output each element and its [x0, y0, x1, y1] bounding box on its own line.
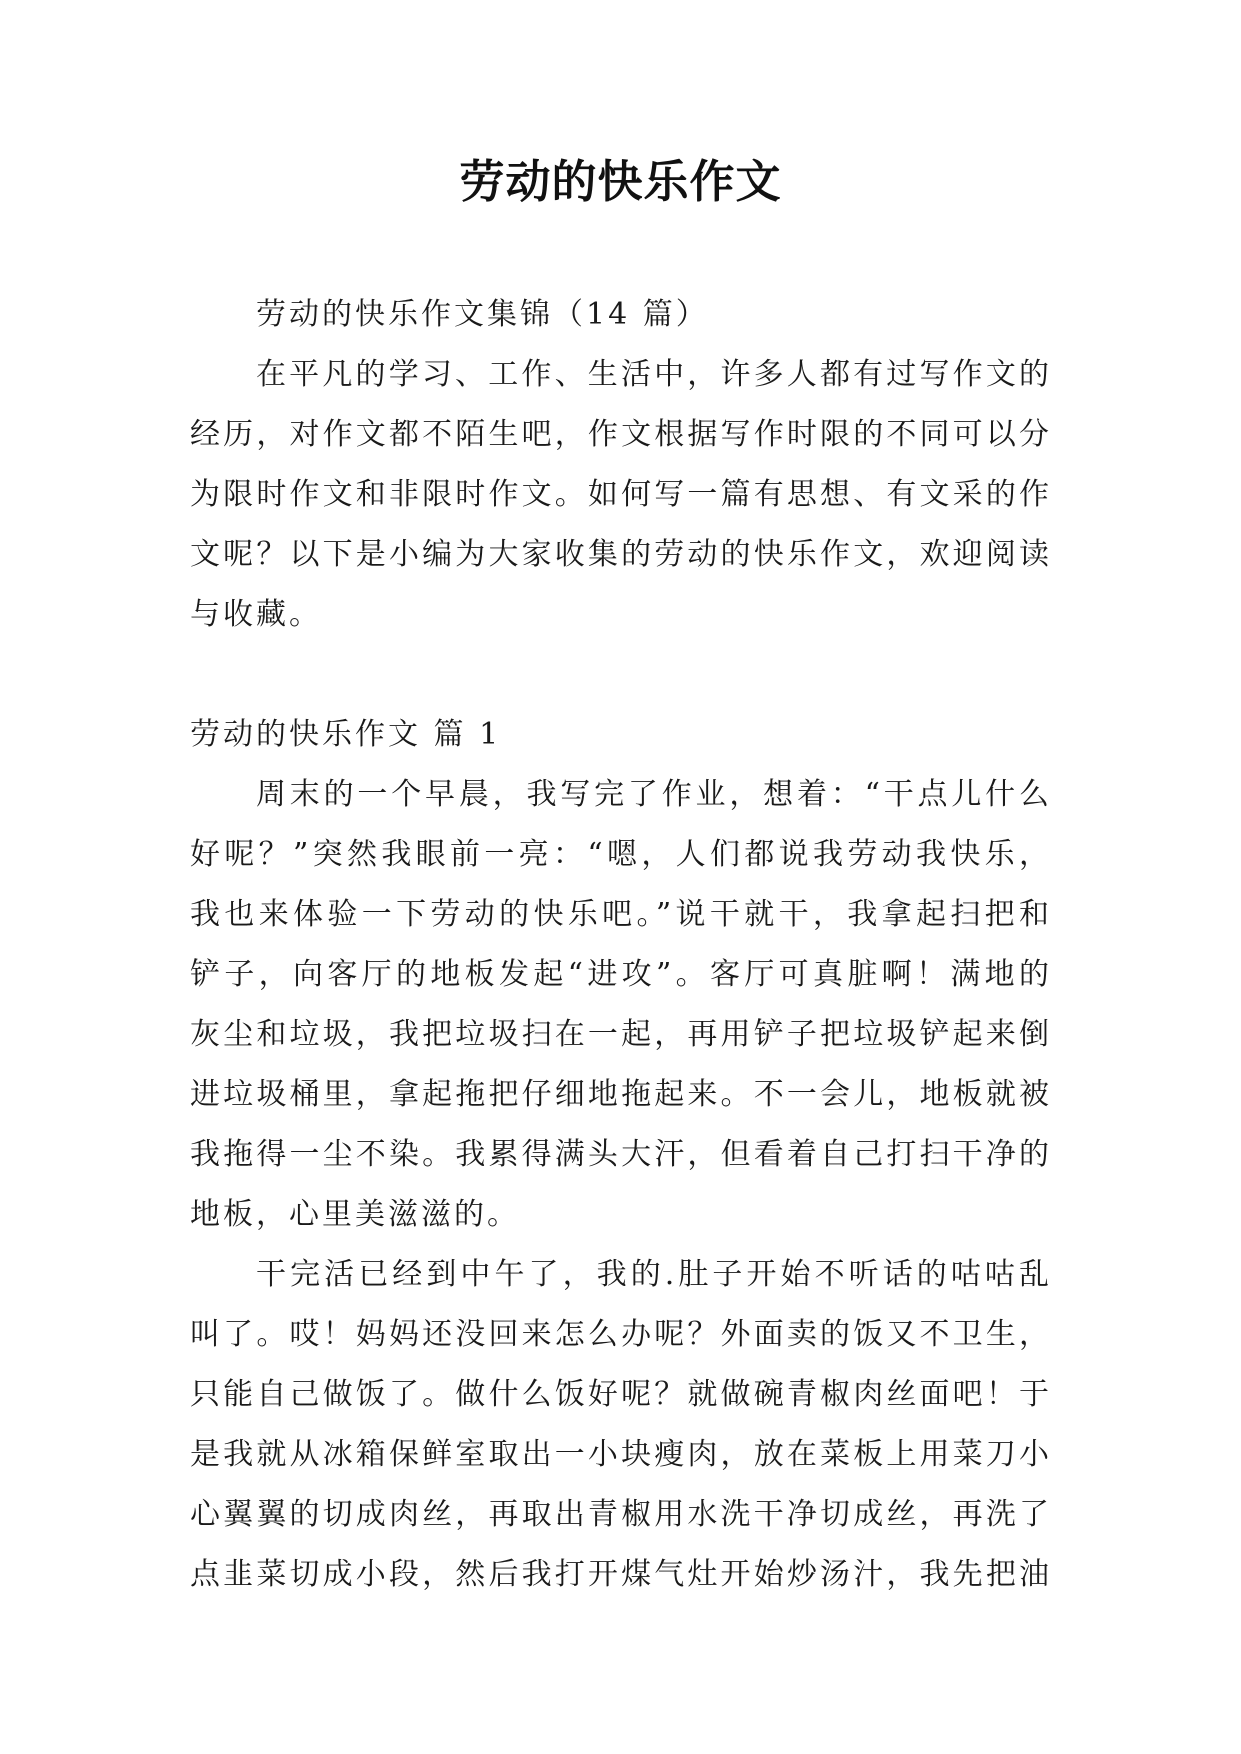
- paragraph-line: 好呢？”突然我眼前一亮：“嗯，人们都说我劳动我快乐，: [190, 837, 1050, 872]
- document-title: 劳动的快乐作文: [459, 155, 782, 208]
- paragraph-line: 干完活已经到中午了，我的.肚子开始不听话的咕咕乱: [256, 1257, 1050, 1292]
- paragraph-line: 叫了。哎！妈妈还没回来怎么办呢？外面卖的饭又不卫生，: [190, 1317, 1050, 1352]
- document-body: [190, 285, 1050, 1605]
- paragraph-line: 心翼翼的切成肉丝，再取出青椒用水洗干净切成丝，再洗了: [190, 1497, 1050, 1532]
- paragraph-line: 只能自己做饭了。做什么饭好呢？就做碗青椒肉丝面吧！于: [190, 1377, 1050, 1412]
- paragraph-2: [190, 1245, 1050, 1605]
- paragraph-1: [190, 765, 1050, 1245]
- subtitle: 劳动的快乐作文集锦（14 篇）: [256, 297, 709, 332]
- paragraph-line: 点韭菜切成小段，然后我打开煤气灶开始炒汤汁，我先把油: [190, 1557, 1050, 1592]
- section-heading: 劳动的快乐作文 篇 1: [190, 717, 502, 752]
- intro-line: 文呢？以下是小编为大家收集的劳动的快乐作文，欢迎阅读: [190, 537, 1050, 572]
- paragraph-line: 周末的一个早晨，我写完了作业，想着：“干点儿什么: [256, 777, 1050, 812]
- paragraph-line: 进垃圾桶里，拿起拖把仔细地拖起来。不一会儿，地板就被: [190, 1077, 1050, 1112]
- paragraph-line: 我也来体验一下劳动的快乐吧。”说干就干，我拿起扫把和: [190, 897, 1050, 932]
- intro-paragraph: [190, 345, 1050, 645]
- intro-line: 在平凡的学习、工作、生活中，许多人都有过写作文的: [256, 357, 1050, 392]
- paragraph-line: 地板，心里美滋滋的。: [190, 1197, 520, 1232]
- intro-line: 经历，对作文都不陌生吧，作文根据写作时限的不同可以分: [190, 417, 1050, 452]
- section-gap: [190, 645, 1050, 705]
- intro-line: 为限时作文和非限时作文。如何写一篇有思想、有文采的作: [190, 477, 1050, 512]
- paragraph-line: 灰尘和垃圾，我把垃圾扫在一起，再用铲子把垃圾铲起来倒: [190, 1017, 1050, 1052]
- paragraph-line: 铲子，向客厅的地板发起“进攻”。客厅可真脏啊！满地的: [190, 957, 1050, 992]
- paragraph-line: 我拖得一尘不染。我累得满头大汗，但看着自己打扫干净的: [190, 1137, 1050, 1172]
- paragraph-line: 是我就从冰箱保鲜室取出一小块瘦肉，放在菜板上用菜刀小: [190, 1437, 1050, 1472]
- intro-line: 与收藏。: [190, 597, 322, 632]
